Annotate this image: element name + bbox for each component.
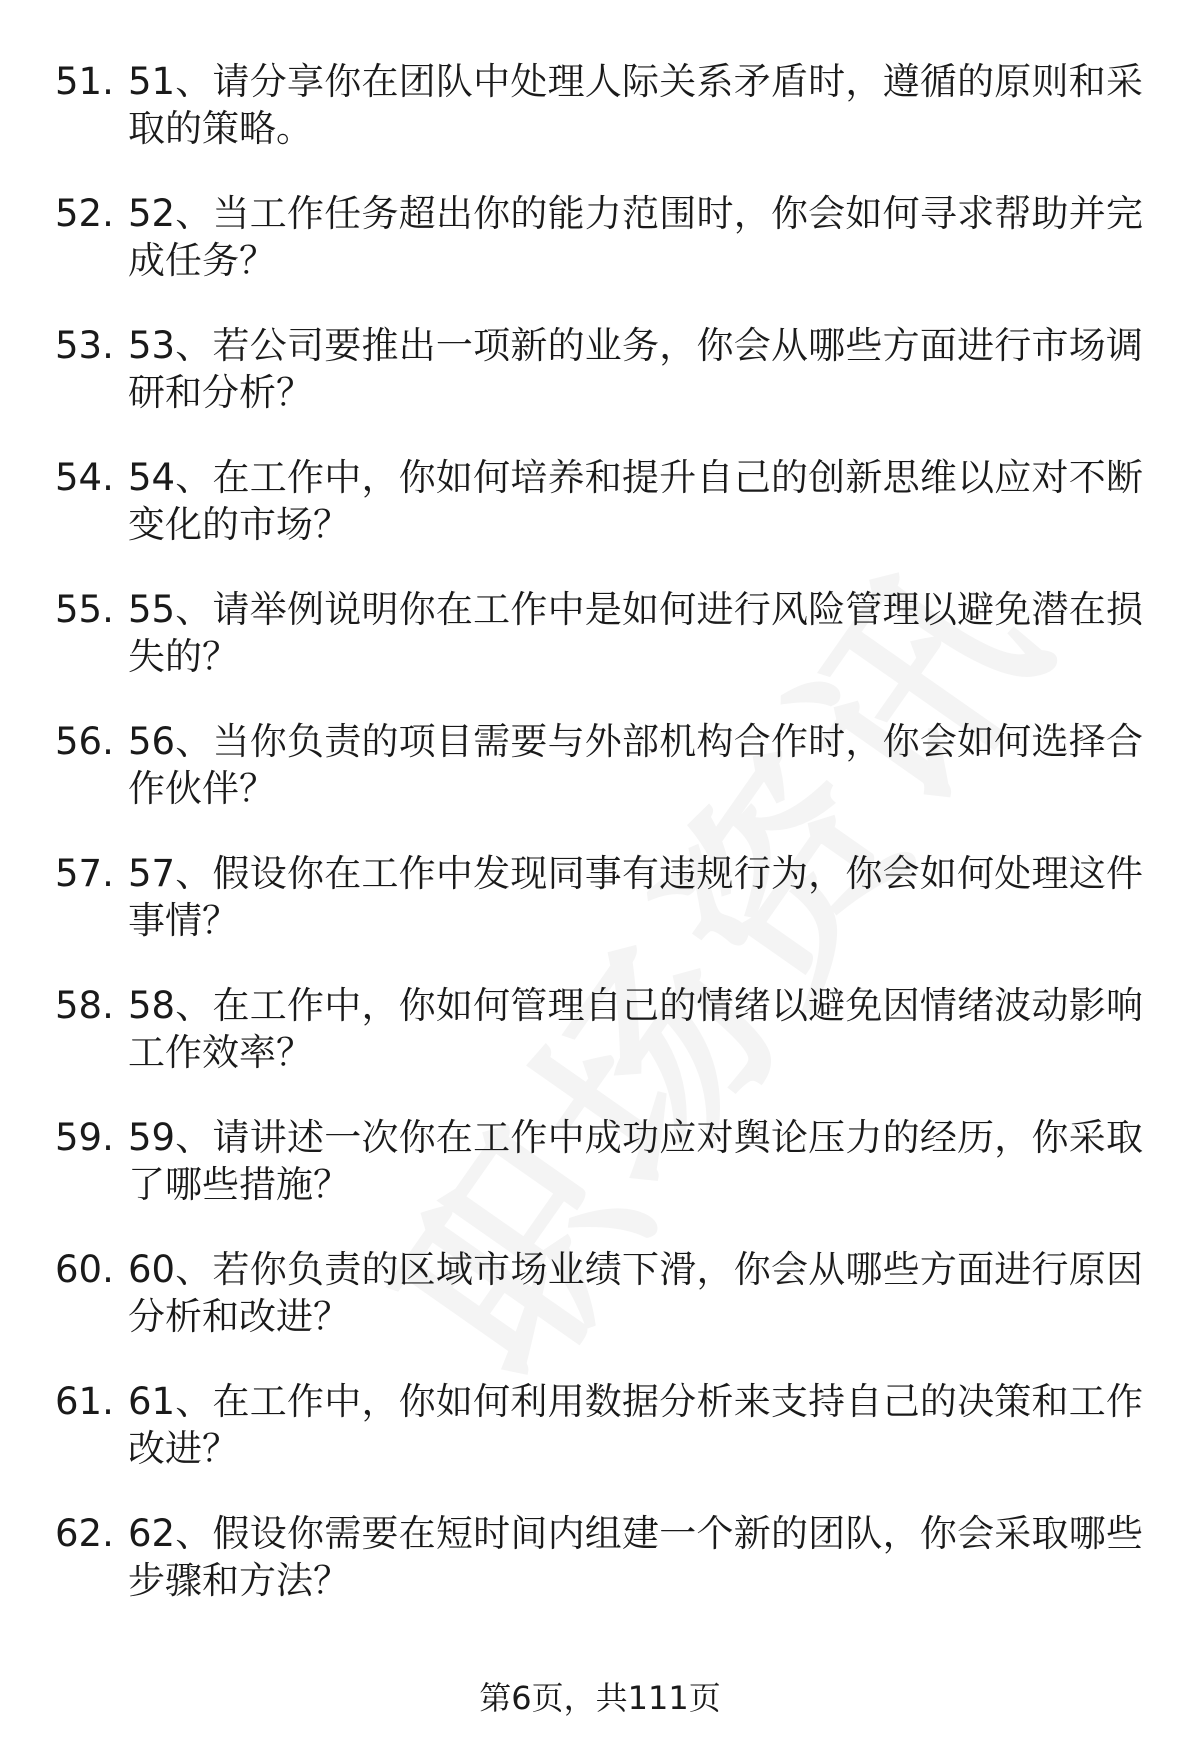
question-number: 57. — [55, 852, 114, 895]
question-number: 60. — [55, 1248, 114, 1291]
question-text: 53、若公司要推出一项新的业务，你会从哪些方面进行市场调研和分析？ — [128, 324, 1143, 414]
question-number: 61. — [55, 1380, 114, 1423]
question-text: 52、当工作任务超出你的能力范围时，你会如何寻求帮助并完成任务？ — [128, 192, 1143, 282]
list-item — [0, 58, 1200, 190]
question-number: 56. — [55, 720, 114, 763]
question-text: 61、在工作中，你如何利用数据分析来支持自己的决策和工作改进？ — [128, 1380, 1143, 1470]
list-item — [0, 1246, 1200, 1378]
question-number: 62. — [55, 1512, 114, 1555]
question-number: 58. — [55, 984, 114, 1027]
question-number: 51. — [55, 60, 114, 103]
question-text: 58、在工作中，你如何管理自己的情绪以避免因情绪波动影响工作效率？ — [128, 984, 1143, 1074]
question-text: 60、若你负责的区域市场业绩下滑，你会从哪些方面进行原因分析和改进？ — [128, 1248, 1143, 1338]
question-number: 54. — [55, 456, 114, 499]
question-list — [0, 58, 1200, 1642]
page-number: 第6页，共111页 — [479, 1679, 721, 1717]
list-item — [0, 1378, 1200, 1510]
page-footer — [0, 1678, 1200, 1718]
list-item — [0, 982, 1200, 1114]
list-item — [0, 1510, 1200, 1642]
question-number: 53. — [55, 324, 114, 367]
list-item — [0, 454, 1200, 586]
question-text: 51、请分享你在团队中处理人际关系矛盾时，遵循的原则和采取的策略。 — [128, 60, 1143, 150]
list-item — [0, 850, 1200, 982]
list-item — [0, 322, 1200, 454]
question-text: 57、假设你在工作中发现同事有违规行为，你会如何处理这件事情？ — [128, 852, 1143, 942]
list-item — [0, 190, 1200, 322]
question-number: 52. — [55, 192, 114, 235]
question-text: 55、请举例说明你在工作中是如何进行风险管理以避免潜在损失的？ — [128, 588, 1143, 678]
list-item — [0, 718, 1200, 850]
question-text: 56、当你负责的项目需要与外部机构合作时，你会如何选择合作伙伴？ — [128, 720, 1143, 810]
question-number: 59. — [55, 1116, 114, 1159]
list-item — [0, 1114, 1200, 1246]
question-text: 62、假设你需要在短时间内组建一个新的团队，你会采取哪些步骤和方法？ — [128, 1512, 1143, 1602]
question-text: 59、请讲述一次你在工作中成功应对舆论压力的经历，你采取了哪些措施？ — [128, 1116, 1143, 1206]
question-text: 54、在工作中，你如何培养和提升自己的创新思维以应对不断变化的市场？ — [128, 456, 1143, 546]
list-item — [0, 586, 1200, 718]
question-number: 55. — [55, 588, 114, 631]
